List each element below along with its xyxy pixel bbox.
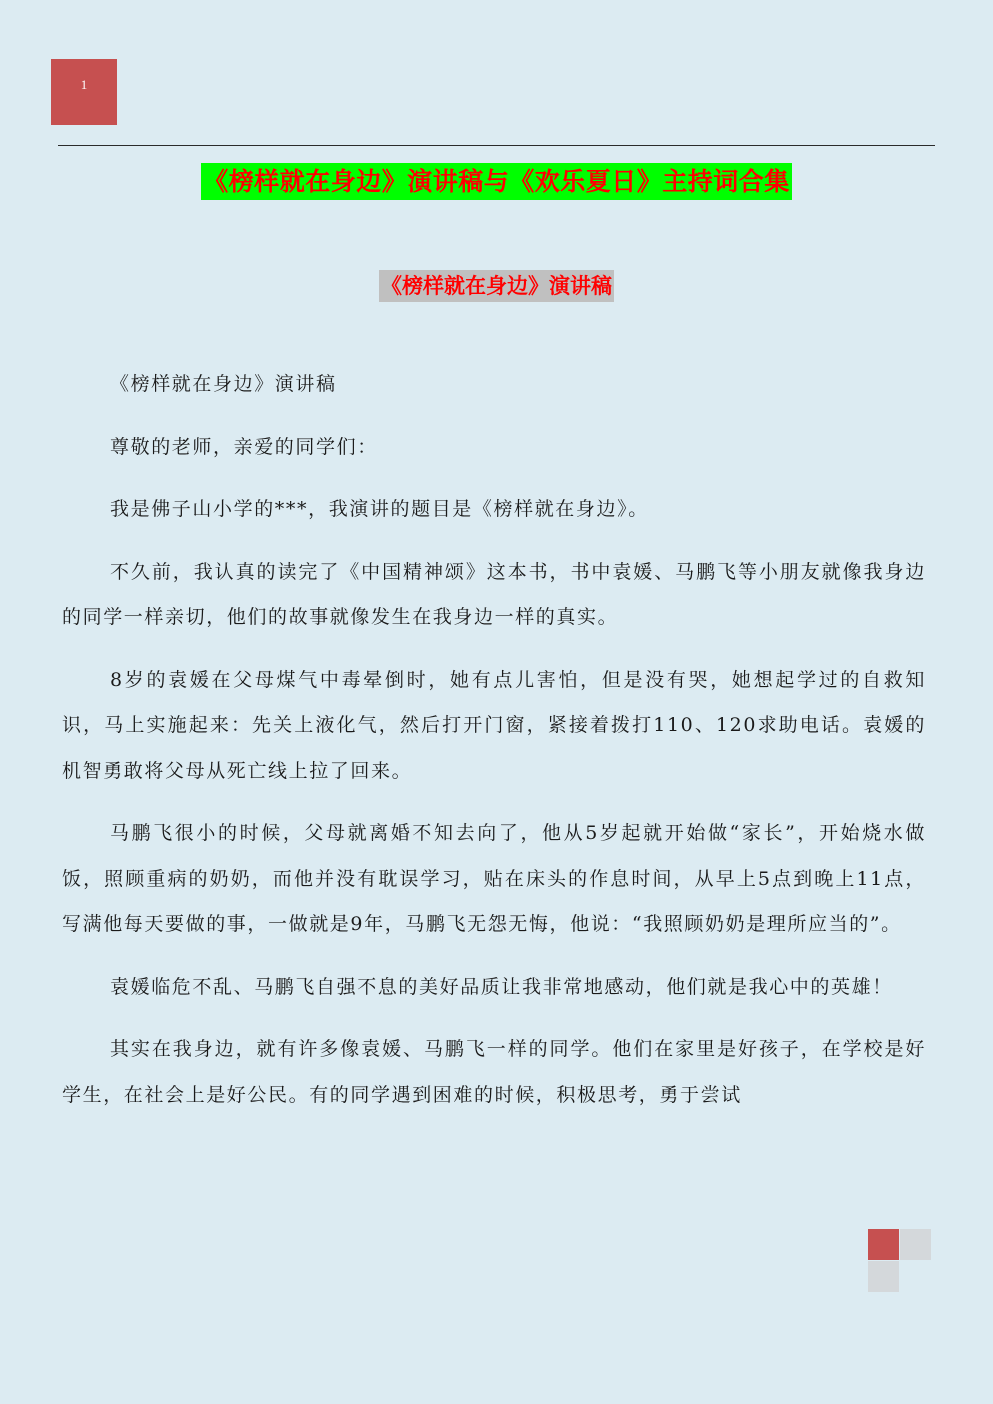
document-title-container [0, 163, 993, 200]
document-body [62, 362, 926, 1135]
paragraph-ma-pengfei: 马鹏飞很小的时候，父母就离婚不知去向了，他从5岁起就开始做“家长”，开始烧水做饭，照顾重病的奶奶，而他并没有耽误学习，贴在床头的作息时间，从早上5点到晚上11点，写满他每天要做的事，一做就是9年，马鹏飞无怨无悔，他说：“我照顾奶奶是理所应当的”。 [62, 822, 926, 935]
paragraph-book: 不久前，我认真的读完了《中国精神颂》这本书，书中袁媛、马鹏飞等小朋友就像我身边的同学一样亲切，他们的故事就像发生在我身边一样的真实。 [62, 560, 926, 628]
paragraph-heroes: 袁媛临危不乱、马鹏飞自强不息的美好品质让我非常地感动，他们就是我心中的英雄！ [110, 975, 893, 998]
paragraph-greeting: 尊敬的老师，亲爱的同学们： [110, 435, 378, 458]
page-number: 1 [80, 77, 88, 92]
section-title-container [0, 270, 993, 302]
corner-decoration-gray-square [900, 1229, 931, 1260]
paragraph-speech-title: 《榜样就在身边》演讲稿 [110, 373, 337, 395]
corner-decoration-red-square [868, 1229, 899, 1260]
document-title: 《榜样就在身边》演讲稿与《欢乐夏日》主持词合集 [201, 163, 792, 200]
paragraph-classmates: 其实在我身边，就有许多像袁媛、马鹏飞一样的同学。他们在家里是好孩子，在学校是好学生，在社会上是好公民。有的同学遇到困难的时候，积极思考，勇于尝试 [62, 1038, 926, 1106]
section-title: 《榜样就在身边》演讲稿 [379, 270, 614, 302]
page-number-badge [51, 59, 117, 125]
paragraph-yuan-yuan: 8岁的袁媛在父母煤气中毒晕倒时，她有点儿害怕，但是没有哭，她想起学过的自救知识，马上实施起来：先关上液化气，然后打开门窗，紧接着拨打110、120求助电话。袁媛的机智勇敢将父母从死亡线上拉了回来。 [62, 668, 926, 782]
corner-decoration-gray-square [868, 1261, 899, 1292]
paragraph-introduction: 我是佛子山小学的***，我演讲的题目是《榜样就在身边》。 [110, 498, 649, 520]
header-divider [58, 145, 935, 146]
